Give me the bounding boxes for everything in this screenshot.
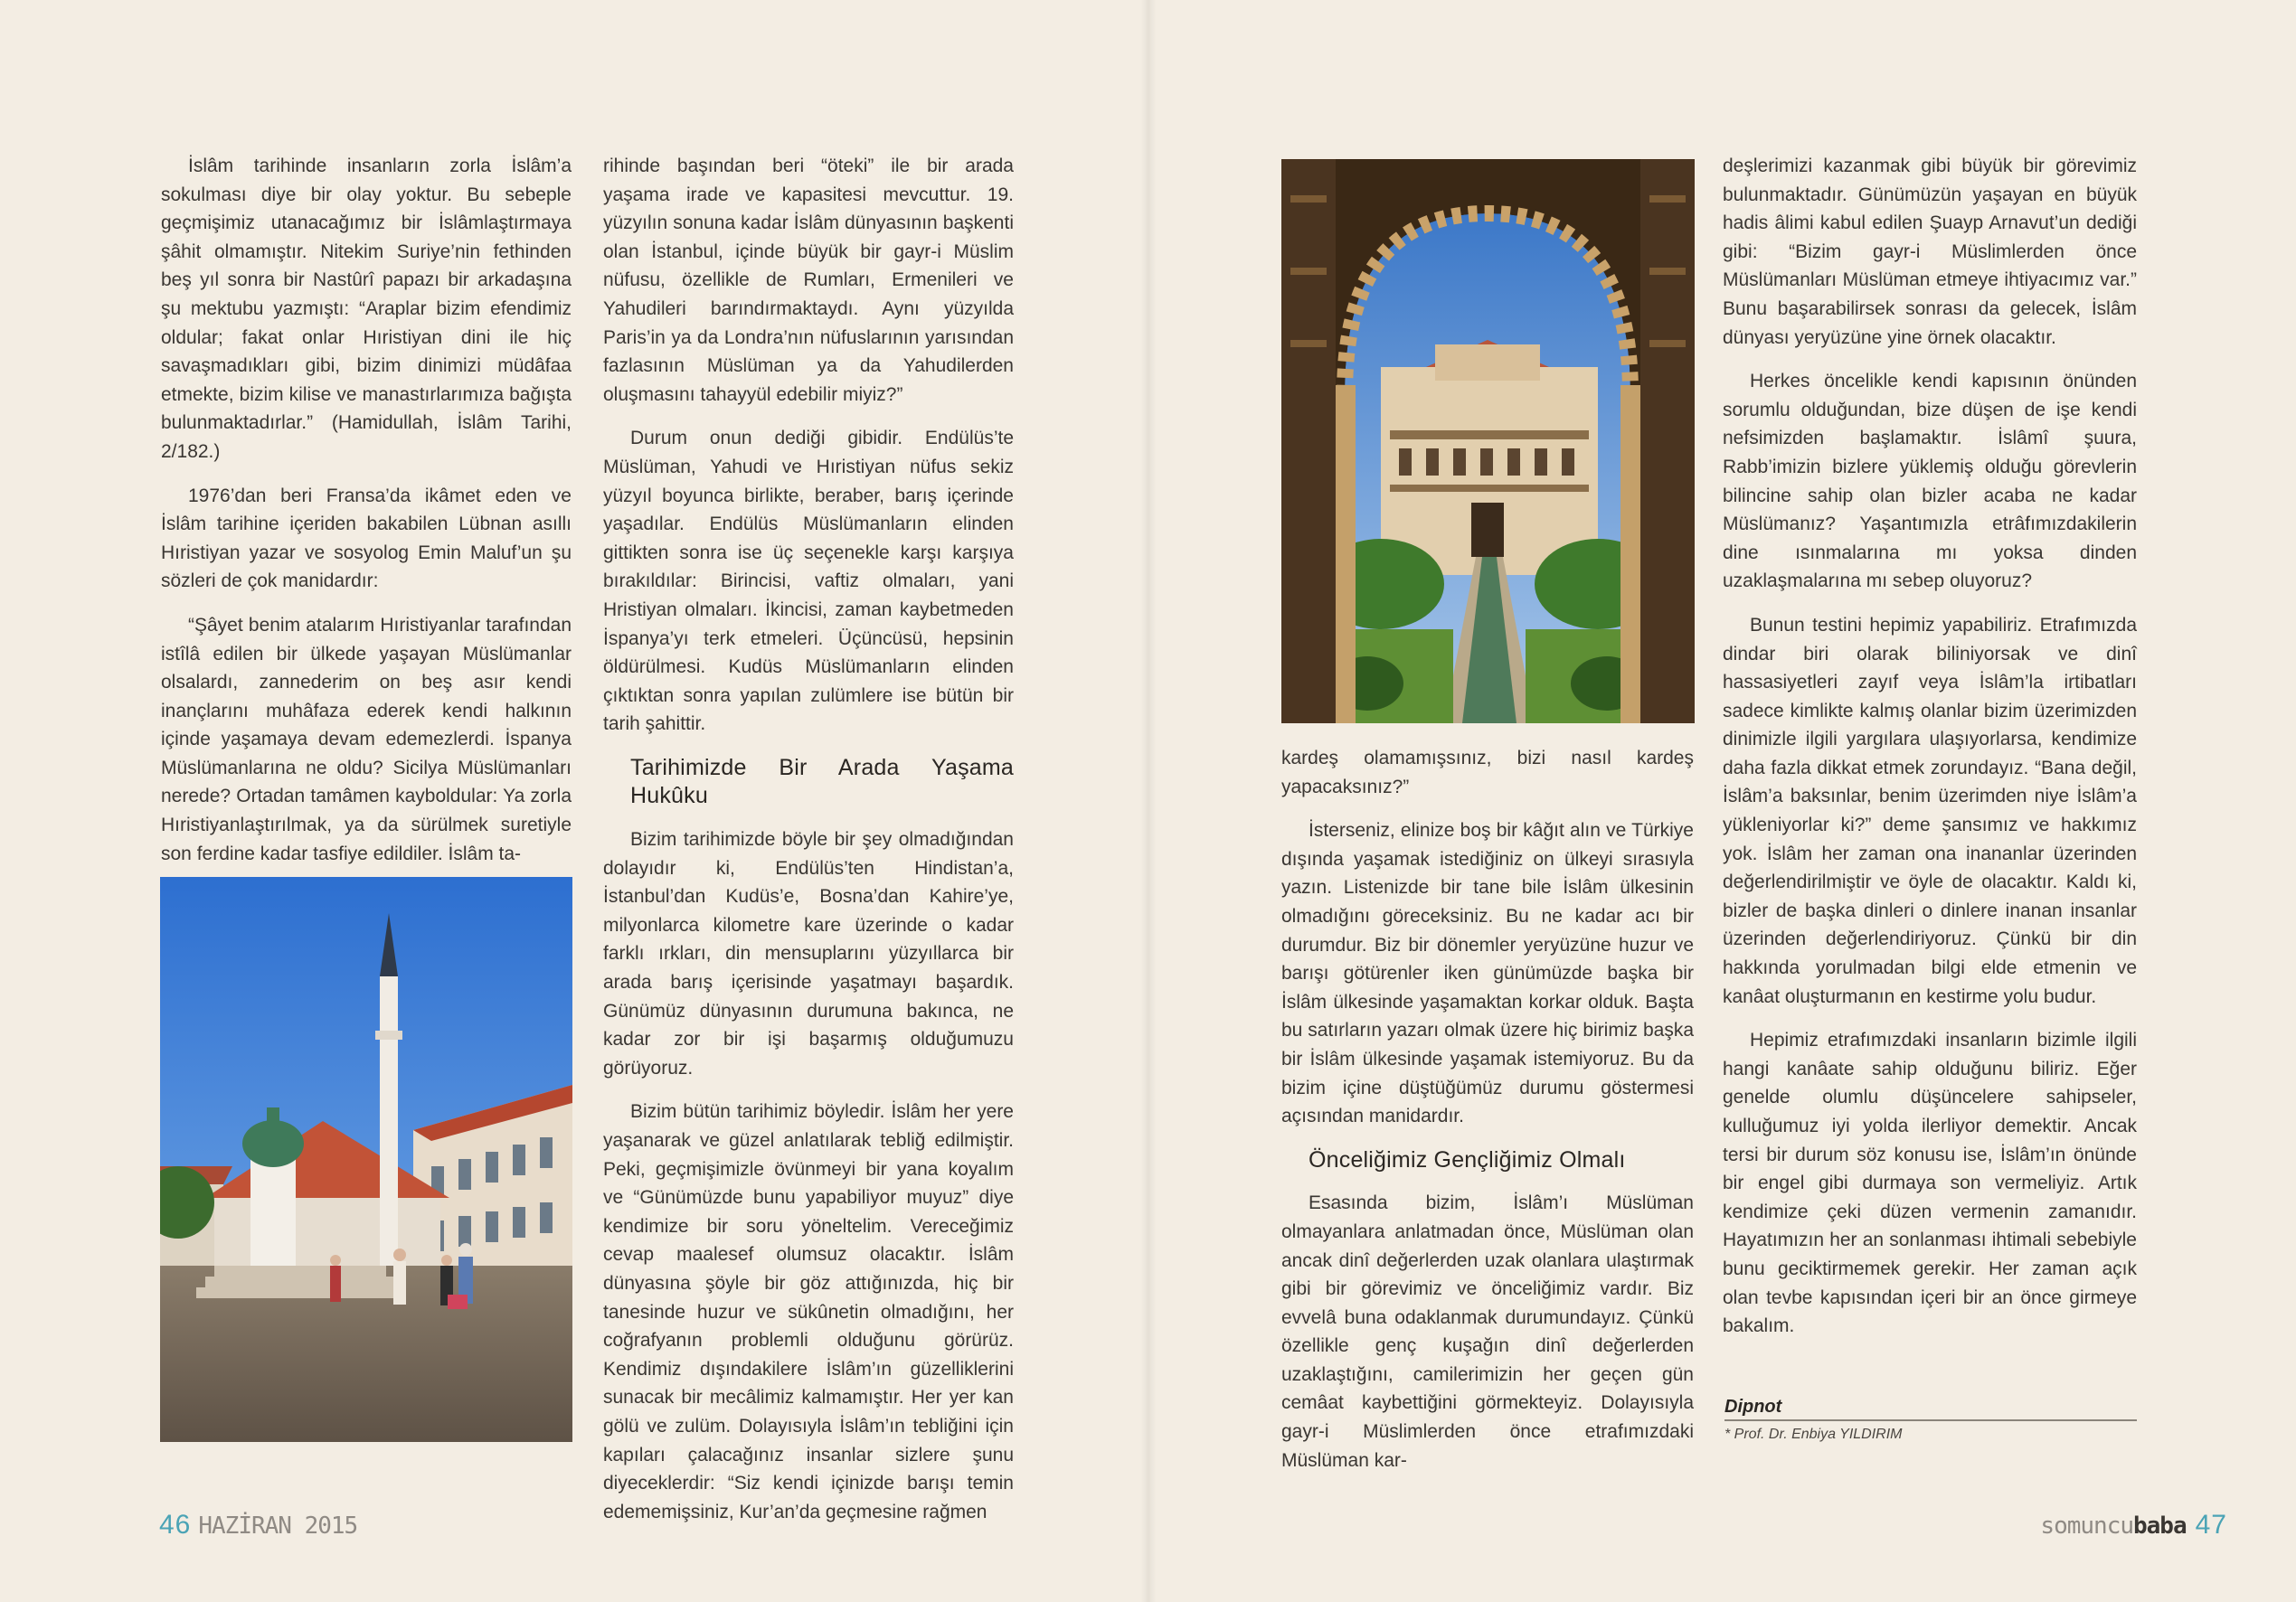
paragraph: İsterseniz, elinize boş bir kâğıt alın ve Türkiye dışında yaşamak istediğiniz on ülkeyi sırasıyla yazın. Listenizde bir tane bile İslâm ülkesinin olmadığını göreceksiniz. Bu ne kadar acı bir durumdur. Biz bir dönemler yeryüzüne huzur ve barışı götürenler iken günümüzde başka bir İslâm ülkesinde yaşamaktan korkar olduk. Başta bu satırların yazarı olmak üzere hiç birimiz başka bir İslâm ülkesinde yaşamak istemiyoruz. Bu da bizim içine düştüğümüz durumu göstermesi açısından manidardır. xyxy=(1281,820,1694,1127)
paragraph: deşlerimizi kazanmak gibi büyük bir görevimiz bulunmaktadır. Günümüzün yaşayan en büyük hadis âlimi kabul edilen Şuayp Arnavut’un dediği gibi: “Bizim gayr-i Müslimlerden önce Müslümanları Müslüman etmeye ihtiyacımız var.” Bunu başarabilirsek sonrası da gelecek, İslâm dünyası yeryüzüne yine örnek olacaktır. xyxy=(1723,155,2137,348)
quote-paragraph: “Şâyet benim atalarım Hıristiyanlar tarafından istîlâ edilen bir ülkede yaşayan Müslümanlar olsalardı, zannederim on beş asır kendi inançlarını muhâfaza ederek kendi halkının içinde yaşamaya devam edemezlerdi. İspanya Müslümanlarına ne oldu? Sicilya Müslümanları nerede? Ortadan tamâmen kayboldular: Ya zorla Hıristiyanlaştırılmak, ya da sürülmek suretiyle son ferdine kadar tasfiye edildiler. İslâm ta- xyxy=(161,614,572,864)
page-number-left xyxy=(159,1510,357,1541)
page-number-right xyxy=(2040,1510,2227,1541)
magazine-brand xyxy=(2040,1512,2186,1540)
left-column-1 xyxy=(161,152,572,883)
right-column-2 xyxy=(1723,152,2137,1356)
page-number: 47 xyxy=(2195,1510,2227,1540)
paragraph: Esasında bizim, İslâm’ı Müslüman olmayanlara anlatmadan önce, Müslüman olan ancak dinî değerlerden uzak olanlara ulaştırmak gibi bir görevimiz ve önceliğimiz vardır. Biz evvelâ buna odaklanmak durumundayız. Çünkü özellikle genç kuşağın dinî değerlerden uzaklaştığını, camilerimizin her geçen gün cemâat kaybettiğini görmekteyiz. Dolayısıyla gayr-i Müslimlerden önce etrafımızdaki Müslüman kar- xyxy=(1281,1192,1694,1471)
section-heading: Önceliğimiz Gençliğimiz Olmalı xyxy=(1309,1146,1626,1173)
paragraph: Durum onun dediği gibidir. Endülüs’te Müslüman, Yahudi ve Hıristiyan nüfus sekiz yüzyıl boyunca birlikte, beraber, barış içerinde yaşadılar. Endülüs Müslümanların elinden gittikten sonra ise üç seçenekle karşı karşıya bırakıldılar: Birincisi, vaftiz olmaları, yani Hristiyan olmaları. İkincisi, zaman kaybetmeden İspanya’yı terk etmeleri. Üçüncüsü, hepsinin öldürülmesi. Kudüs Müslümanların elinden çıktıktan sonra yapılan zulümlere ise bütün bir tarih şahittir. xyxy=(603,428,1014,735)
left-column-2 xyxy=(603,152,1014,1541)
paragraph: Hepimiz etrafımızdaki insanların bizimle ilgili hangi kanâate sahip olduğunu biliriz. Eğer genelde olumlu düşüncelere sahipseler, kulluğumuz iyi yolda ilerliyor demektir. Ancak tersi bir durum söz konusu ise, İslâm’ın önünde bir engel gibi durmaya son vermeliyiz. Artık kendimize çeki düzen vermenin zamanıdır. Hayatımızın her an sonlanması ihtimali sebebiyle bunu geciktirmemek gerekir. Her zaman açık olan tevbe kapısından içeri bir an önce girmeye bakalım. xyxy=(1723,1030,2137,1337)
paragraph: kardeş olamamışsınız, bizi nasıl kardeş yapacaksınız?” xyxy=(1281,748,1694,797)
paragraph: Bizim bütün tarihimiz böyledir. İslâm her yere yaşanarak ve güzel anlatılarak tebliğ edilmiştir. Peki, geçmişimizle övünmeyi bir yana koyalım ve “Günümüzde bunu yapabiliyor muyuz” diye kendimize bir soru yöneltelim. Vereceğimiz cevap maalesef olumsuz olacaktır. İslâm dünyasına şöyle bir göz attığınızda, hiç bir tanesinde huzur ve sükûnetin olmadığını, her coğrafyanın problemli olduğunu görürüz. Kendimiz dışındakilere İslâm’ın güzelliklerini sunacak bir mecâlimiz kalmamıştır. Her yer kan gölü ve zulüm. Dolayısıyla İslâm’ın tebliğini için kapıları çalacağınız insanlar sizlere şunu diyeceklerdir: “Siz kendi içinizde barışı temin edememişsiniz, Kur’an’da geçmesine rağmen xyxy=(603,1101,1014,1522)
paragraph: İslâm tarihinde insanların zorla İslâm’a sokulması diye bir olay yoktur. Bu sebeple geçmişimiz utanacağımız bir İslâmlaştırmaya şâhit olmamıştır. Nitekim Suriye’nin fethinden beş yıl sonra bir Nastûrî papazı bir arkadaşına şu mektubu yazmıştı: “Araplar bizim efendimiz oldular; fakat onlar Hıristiyan dini ile hiç savaşmadıkları gibi, bizim dinimizi müdâfaa etmekte, bizim kilise ve manastırlarımıza bağışta bulunmaktadırlar.” (Hamidullah, İslâm Tarihi, 2/182.) xyxy=(161,155,572,462)
paragraph: Herkes öncelikle kendi kapısının önünden sorumlu olduğundan, bize düşen de işe kendi nefsimizden başlamaktır. İslâmî şuura, Rabb’imizin bizlere yüklemiş olduğu görevlerin bilincine sahip olan bizler acaba ne kadar Müslümanız? Yaşantımızla etrâfımızdakilerin dine ısınmalarına mı yoksa dinden uzaklaşmalarına mı sebep oluyoruz? xyxy=(1723,371,2137,592)
paragraph: Bizim tarihimizde böyle bir şey olmadığından dolayıdır ki, Endülüs’ten Hindistan’a, İstanbul’dan Kudüs’e, Bosna’dan Kahire’ye, milyonlarca kilometre kare üzerinde o kadar farklı ırkları, din mensuplarını yüzyıllarca bir arada barış içerisinde yaşatmayı başardık. Günümüz dünyasının durumuna bakınca, ne kadar zor bir işi başarmış olduğumuzu görüyoruz. xyxy=(603,829,1014,1079)
issue-date: HAZİRAN 2015 xyxy=(198,1512,358,1540)
footnote-title: Dipnot xyxy=(1724,1397,2137,1421)
footnote-text: * Prof. Dr. Enbiya YILDIRIM xyxy=(1724,1427,1903,1442)
paragraph: Bunun testini hepimiz yapabiliriz. Etrafımızda dindar biri olarak biliniyorsak ve dinî hassasiyetleri zayıf veya İslâm’la irtibatları sadece kimlikte kalmış olanlar bizim üzerimizden dinimizle ilgili yargılara ulaşıyorlarsa, kendimize daha fazla dikkat etmek zorundayız. “Bana değil, İslâm’a baksınlar, benim üzerimden niye İslâm’a yükleniyorlar ki?” deme şansımız ve hakkımız yok. İslâm her zaman ona inananlar üzerinden değerlendirilmiştir ve öyle de olacaktır. Kaldı ki, bizler de başka dinleri o dinlere inanan insanlar üzerinden değerlendiriyoruz. Çünkü bir din hakkında yorulmadan bilgi elde etmenin ve kanâat oluşturmanın en kestirme yolu budur. xyxy=(1723,614,2137,1007)
brand-light: somuncu xyxy=(2040,1512,2133,1540)
brand-bold: baba xyxy=(2133,1512,2187,1540)
courtyard-arch-photo xyxy=(1281,159,1695,723)
section-heading: Tarihimizde Bir Arada Yaşama Hukûku xyxy=(630,754,1014,809)
page-number: 46 xyxy=(159,1510,192,1540)
paragraph: 1976’dan beri Fransa’da ikâmet eden ve İslâm tarihine içeriden bakabilen Lübnan asıllı Hıristiyan yazar ve sosyolog Emin Maluf’un şu sözleri de çok manidardır: xyxy=(161,485,572,592)
right-column-1 xyxy=(1281,744,1694,1490)
mosque-photo xyxy=(160,877,572,1442)
paragraph: rihinde başından beri “öteki” ile bir arada yaşama irade ve kapasitesi mevcuttur. 19. yüzyılın sonuna kadar İslâm dünyasının başkenti olan İstanbul, içinde büyük bir gayr-i Müslim nüfusu, özellikle de Rumları, Ermenileri ve Yahudileri barındırmaktaydı. Aynı yüzyılda Paris’in ya da Londra’nın nüfuslarının yarısından fazlasının Müslüman ya da Yahudilerden oluşmasını tahayyül edebilir miyiz?” xyxy=(603,155,1014,405)
